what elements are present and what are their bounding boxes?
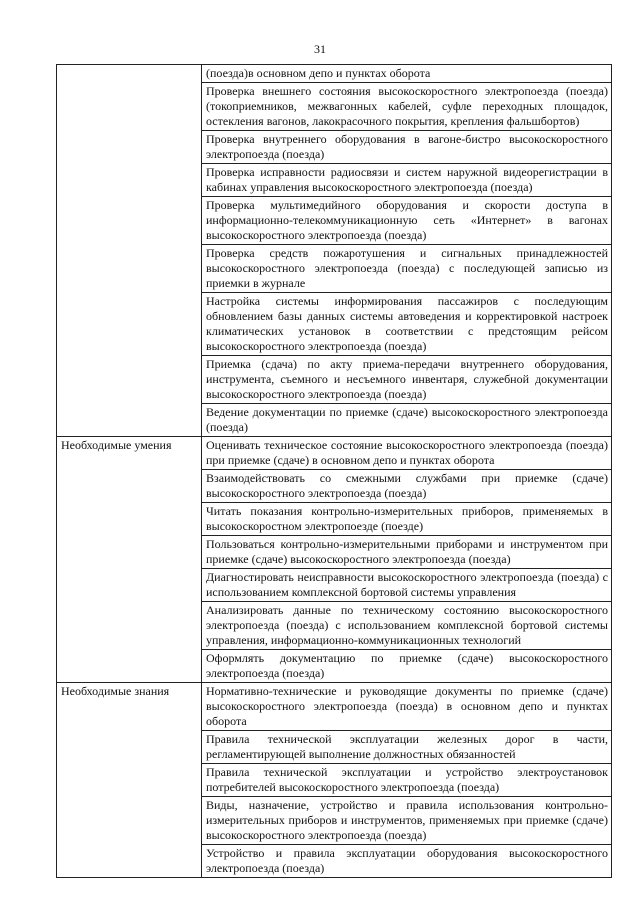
- section-item: Оценивать техническое состояние высокоскоростного электропоезда (поезда) при приемке (сдаче) в основном депо и пунктах оборота: [202, 437, 612, 470]
- section-item: Нормативно-технические и руководящие документы по приемке (сдаче) высокоскоростного электропоезда (поезда) в основном депо и пунктах оборота: [202, 683, 612, 731]
- section-item: Диагностировать неисправности высокоскоростного электропоезда (поезда) с использованием комплексной бортовой системы управления: [202, 569, 612, 602]
- section-item: Взаимодействовать со смежными службами при приемке (сдаче) высокоскоростного электропоезда (поезда): [202, 470, 612, 503]
- section-item: Анализировать данные по техническому состоянию высокоскоростного электропоезда (поезда) с использованием комплексной бортовой системы управления, информационно-коммуникационных технологий: [202, 602, 612, 650]
- section-item: Настройка системы информирования пассажиров с последующим обновлением базы данных системы автоведения и корректировкой настроек климатических установок в соответствии с предстоящим рейсом высокоскоростного электропоезда (поезда): [202, 293, 612, 356]
- table-row: [57, 437, 612, 470]
- section-item: Виды, назначение, устройство и правила использования контрольно-измерительных приборов и инструментов, применяемых при приемке (сдаче) высокоскоростного электропоезда (поезда): [202, 797, 612, 845]
- section-item: (поезда)в основном депо и пунктах оборота: [202, 65, 612, 83]
- section-item: Устройство и правила эксплуатации оборудования высокоскоростного электропоезда (поезда): [202, 845, 612, 878]
- section-item: Приемка (сдача) по акту приема-передачи внутреннего оборудования, инструмента, съемного и несъемного инвентаря, служебной документации высокоскоростного электропоезда (поезда): [202, 356, 612, 404]
- page-number: 31: [314, 42, 326, 56]
- section-item: Проверка исправности радиосвязи и систем наружной видеорегистрации в кабинах управления высокоскоростного электропоезда (поезда): [202, 164, 612, 197]
- section-label: Необходимые знания: [57, 683, 202, 878]
- section-item: Проверка средств пожаротушения и сигнальных принадлежностей высокоскоростного электропоезда (поезда) с последующей записью из приемки в журнале: [202, 245, 612, 293]
- section-item: Оформлять документацию по приемке (сдаче) высокоскоростного электропоезда (поезда): [202, 650, 612, 683]
- section-label: [57, 65, 202, 437]
- table-row: [57, 65, 612, 83]
- section-item: Пользоваться контрольно-измерительными приборами и инструментом при приемке (сдаче) высокоскоростного электропоезда (поезда): [202, 536, 612, 569]
- section-item: Правила технической эксплуатации железных дорог в части, регламентирующей выполнение должностных обязанностей: [202, 731, 612, 764]
- section-item: Проверка внешнего состояния высокоскоростного электропоезда (поезда) (токоприемников, межвагонных кабелей, суфле переходных площадок, остекления вагонов, лакокрасочного покрытия, крепления фальшбортов): [202, 83, 612, 131]
- section-item: Правила технической эксплуатации и устройство электроустановок потребителей высокоскоростного электропоезда (поезда): [202, 764, 612, 797]
- section-item: Ведение документации по приемке (сдаче) высокоскоростного электропоезда (поезда): [202, 404, 612, 437]
- section-item: Читать показания контрольно-измерительных приборов, применяемых в высокоскоростном электропоезде (поезде): [202, 503, 612, 536]
- table-row: [57, 683, 612, 731]
- competency-table: [56, 64, 612, 878]
- competency-table-body: [57, 65, 612, 878]
- section-item: Проверка мультимедийного оборудования и скорости доступа в информационно-телекоммуникационную сеть «Интернет» в вагонах высокоскоростного электропоезда (поезда): [202, 197, 612, 245]
- section-label: Необходимые умения: [57, 437, 202, 683]
- section-item: Проверка внутреннего оборудования в вагоне-бистро высокоскоростного электропоезда (поезда): [202, 131, 612, 164]
